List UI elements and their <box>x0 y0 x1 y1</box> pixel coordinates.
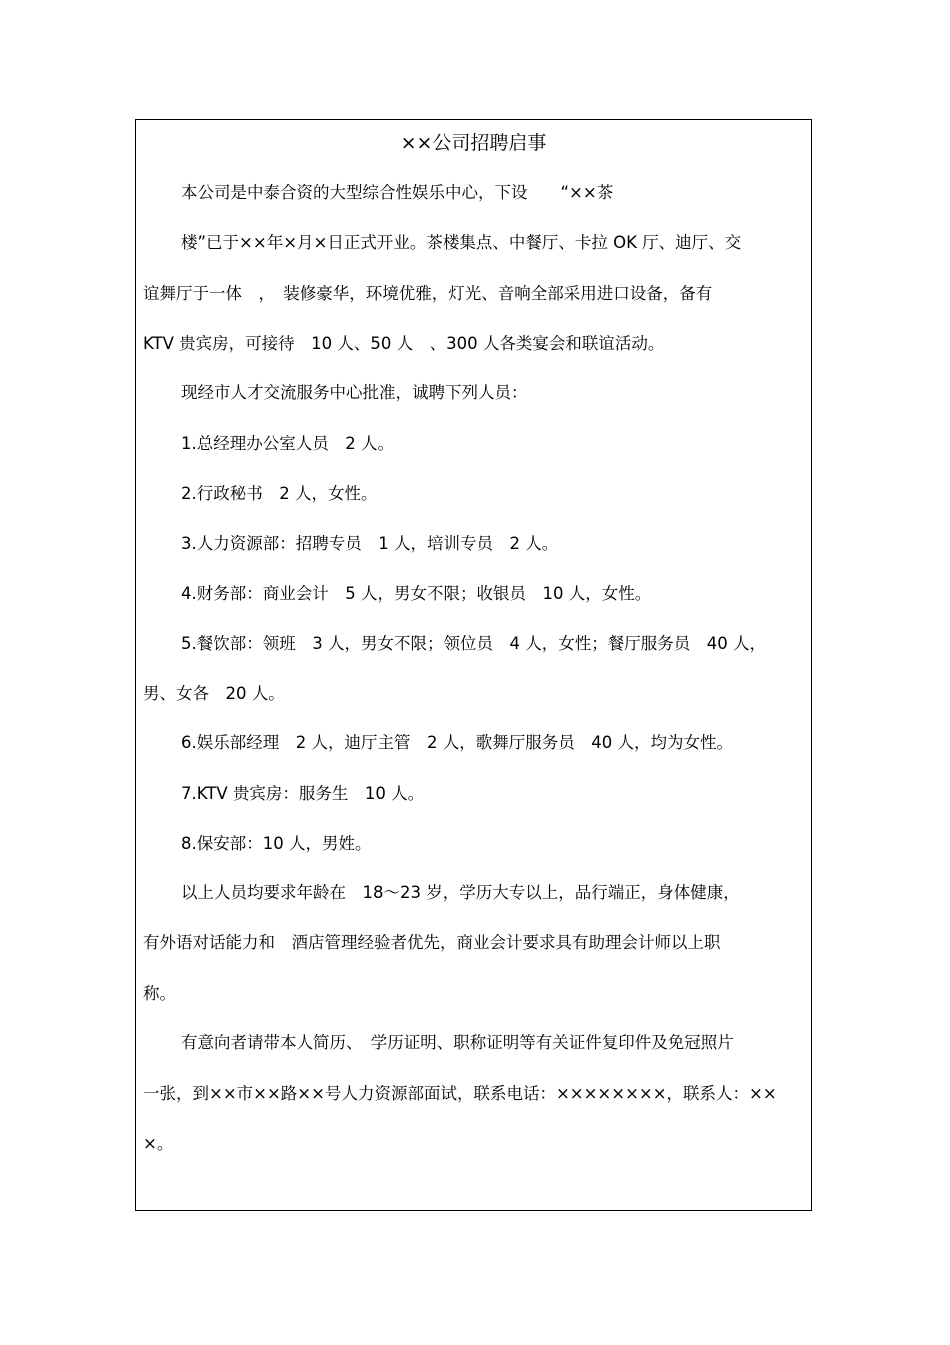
paragraph-line: 现经市人才交流服务中心批准，诚聘下列人员： <box>181 383 528 402</box>
list-item: 7.KTV 贵宾房：服务生 10 人。 <box>181 784 425 803</box>
list-item: 4.财务部：商业会计 5 人，男女不限；收银员 10 人，女性。 <box>181 584 652 603</box>
paragraph-line: 有外语对话能力和 酒店管理经验者优先，商业会计要求具有助理会计师以上职 <box>143 933 721 952</box>
paragraph-line: 有意向者请带本人简历、 学历证明、职称证明等有关证件复印件及免冠照片 <box>181 1033 734 1052</box>
list-item: 5.餐饮部：领班 3 人，男女不限；领位员 4 人，女性；餐厅服务员 40 人， <box>181 634 766 653</box>
list-item-continuation: 男、女各 20 人。 <box>143 684 285 703</box>
document-title: ××公司招聘启事 <box>400 132 547 154</box>
paragraph-line: 谊舞厅于一体 ， 装修豪华，环境优雅，灯光、音响全部采用进口设备，备有 <box>143 284 713 303</box>
paragraph-line: 本公司是中泰合资的大型综合性娱乐中心，下设 “××茶 <box>181 183 614 202</box>
paragraph-line: 一张，到××市××路××号人力资源部面试，联系电话：××××××××，联系人：×× <box>143 1084 777 1103</box>
paragraph-line: ×。 <box>143 1134 174 1153</box>
paragraph-line: 以上人员均要求年龄在 18～23 岁，学历大专以上，品行端正，身体健康， <box>181 883 740 902</box>
paragraph-line: 楼”已于××年×月×日正式开业。茶楼集点、中餐厅、卡拉 OK 厅、迪厅、交 <box>181 233 742 252</box>
paragraph-line: 称。 <box>143 984 176 1003</box>
paragraph-line: KTV 贵宾房，可接待 10 人、50 人 、300 人各类宴会和联谊活动。 <box>143 334 665 353</box>
list-item: 1.总经理办公室人员 2 人。 <box>181 434 394 453</box>
list-item: 8.保安部：10 人，男姓。 <box>181 834 372 853</box>
list-item: 2.行政秘书 2 人，女性。 <box>181 484 378 503</box>
list-item: 3.人力资源部：招聘专员 1 人，培训专员 2 人。 <box>181 534 559 553</box>
list-item: 6.娱乐部经理 2 人，迪厅主管 2 人，歌舞厅服务员 40 人，均为女性。 <box>181 733 733 752</box>
